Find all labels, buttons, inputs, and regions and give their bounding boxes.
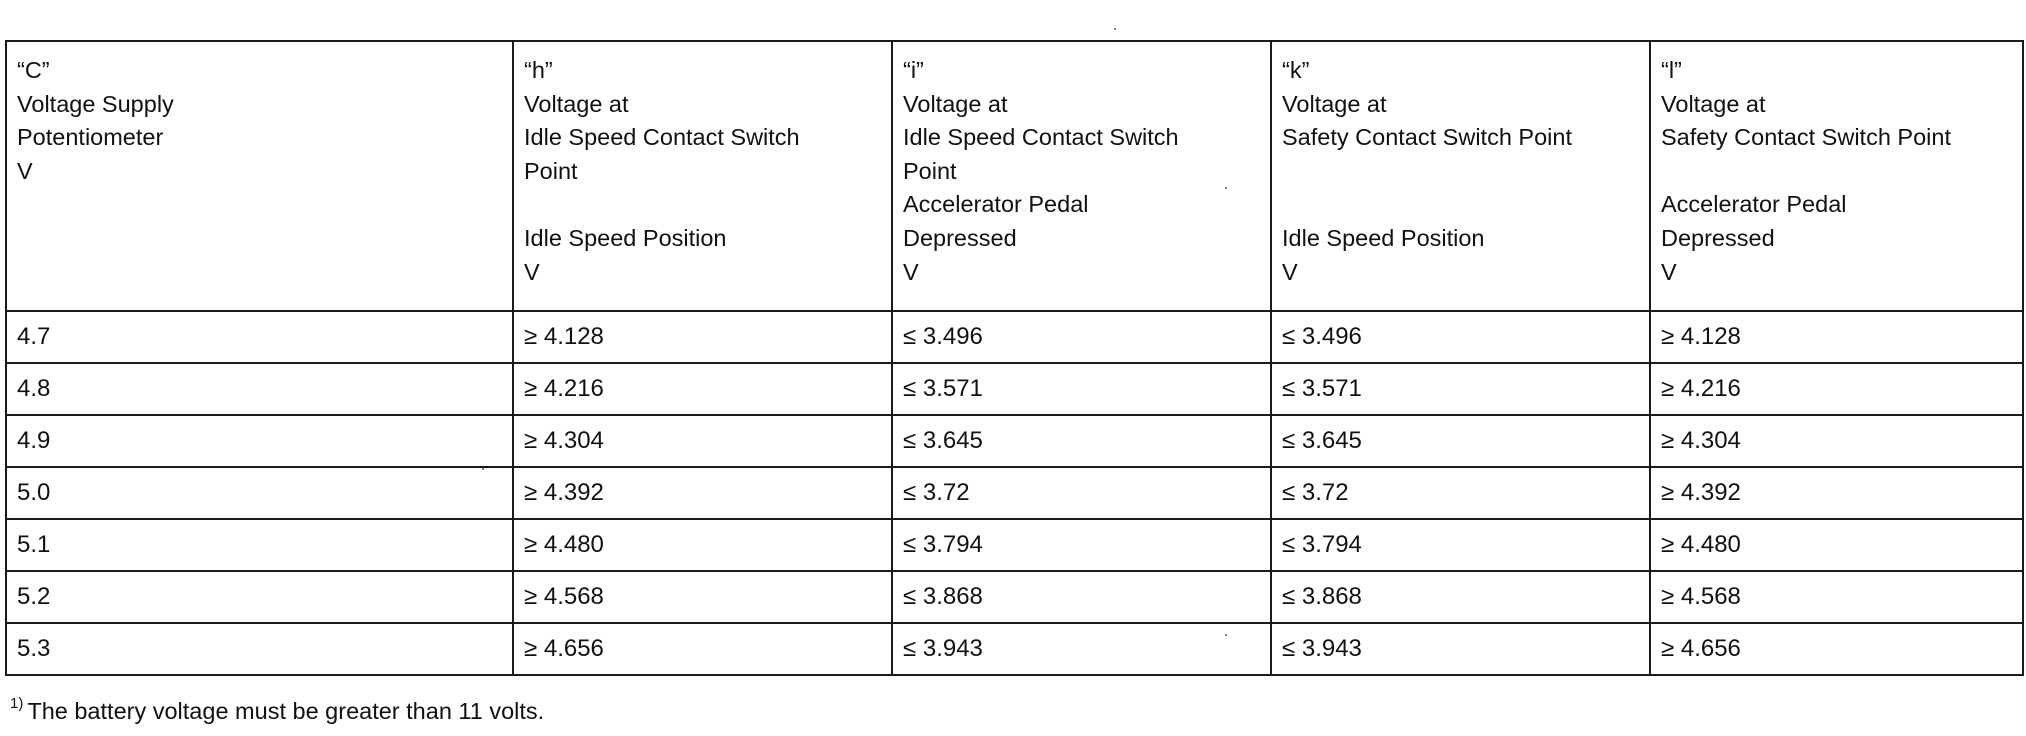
table-cell: ≥ 4.480 [1650, 519, 2023, 571]
table-cell: ≤ 3.794 [1271, 519, 1650, 571]
header-line: Idle Speed Position [1282, 224, 1485, 251]
table-cell: ≤ 3.571 [1271, 363, 1650, 415]
table-row [6, 571, 2023, 623]
table-row [6, 467, 2023, 519]
header-line: V [1282, 258, 1298, 285]
header-line: Depressed [1661, 224, 1775, 251]
header-line: Voltage at [524, 90, 629, 117]
header-line: Safety Contact Switch Point [1282, 124, 1572, 151]
table-cell: ≥ 4.480 [513, 519, 892, 571]
header-line: Idle Speed Contact Switch [524, 124, 800, 151]
table-cell: ≥ 4.304 [1650, 415, 2023, 467]
header-line: Voltage Supply [17, 90, 174, 117]
table-row [6, 363, 2023, 415]
header-line: Potentiometer [17, 124, 164, 151]
footnote-text: The battery voltage must be greater than 11 volts. [27, 698, 545, 724]
header-line: Point [524, 157, 578, 184]
table-body [6, 311, 2023, 675]
header-row [6, 41, 2023, 311]
table-cell: ≤ 3.943 [1271, 623, 1650, 675]
table-row [6, 311, 2023, 363]
header-cell-k-safety-contact-idle [1271, 41, 1650, 311]
header-line: “C” [17, 57, 50, 83]
header-line: V [903, 258, 919, 285]
header-line: V [17, 157, 33, 184]
scan-speck [1114, 28, 1116, 30]
header-line [1661, 155, 2012, 189]
header-line: Depressed [903, 224, 1017, 251]
footnote [10, 697, 544, 725]
table-cell: ≥ 4.216 [1650, 363, 2023, 415]
header-line: Voltage at [1661, 90, 1766, 117]
table-cell: ≥ 4.568 [513, 571, 892, 623]
table-cell: 5.0 [6, 467, 513, 519]
header-line: Point [903, 157, 957, 184]
header-line: Idle Speed Position [524, 224, 727, 251]
voltage-spec-table [5, 40, 2024, 676]
header-line: Accelerator Pedal [1661, 191, 1847, 218]
table-cell: ≤ 3.645 [1271, 415, 1650, 467]
header-cell-h-idle-contact-idle [513, 41, 892, 311]
table-cell: ≥ 4.656 [513, 623, 892, 675]
scan-speck [1225, 187, 1227, 189]
table-cell: 5.2 [6, 571, 513, 623]
table-cell: ≥ 4.216 [513, 363, 892, 415]
header-line: Voltage at [903, 90, 1008, 117]
table-cell: ≤ 3.645 [892, 415, 1271, 467]
header-line: V [1661, 258, 1677, 285]
header-line [1282, 188, 1639, 222]
header-line [1282, 155, 1639, 189]
header-cell-i-idle-contact-depressed [892, 41, 1271, 311]
header-line: Idle Speed Contact Switch [903, 124, 1179, 151]
table-cell: ≤ 3.868 [1271, 571, 1650, 623]
header-line: Voltage at [1282, 90, 1387, 117]
table-cell: ≥ 4.568 [1650, 571, 2023, 623]
table-cell: ≥ 4.304 [513, 415, 892, 467]
table-row [6, 519, 2023, 571]
table-cell: ≤ 3.72 [1271, 467, 1650, 519]
table-cell: ≤ 3.496 [892, 311, 1271, 363]
table-cell: ≥ 4.656 [1650, 623, 2023, 675]
table-cell: 4.8 [6, 363, 513, 415]
table-header [6, 41, 2023, 311]
header-line: V [524, 258, 540, 285]
voltage-spec-table-container [5, 40, 2022, 676]
table-row [6, 623, 2023, 675]
scan-speck [1225, 634, 1227, 636]
header-line: Safety Contact Switch Point [1661, 124, 1951, 151]
table-cell: ≤ 3.496 [1271, 311, 1650, 363]
table-cell: ≥ 4.392 [1650, 467, 2023, 519]
table-row [6, 415, 2023, 467]
table-cell: ≥ 4.392 [513, 467, 892, 519]
header-line: “i” [903, 57, 924, 83]
header-line: “h” [524, 57, 553, 83]
header-line: Accelerator Pedal [903, 191, 1089, 218]
table-cell: ≤ 3.943 [892, 623, 1271, 675]
header-line [524, 188, 881, 222]
table-cell: ≥ 4.128 [513, 311, 892, 363]
table-cell: ≥ 4.128 [1650, 311, 2023, 363]
table-cell: 5.1 [6, 519, 513, 571]
table-cell: ≤ 3.794 [892, 519, 1271, 571]
footnote-marker: 1) [10, 695, 24, 712]
header-cell-c-voltage-supply [6, 41, 513, 311]
table-cell: ≤ 3.868 [892, 571, 1271, 623]
header-line: “k” [1282, 57, 1310, 83]
table-cell: ≤ 3.571 [892, 363, 1271, 415]
header-cell-l-safety-contact-depressed [1650, 41, 2023, 311]
header-line: “l” [1661, 57, 1682, 83]
table-cell: ≤ 3.72 [892, 467, 1271, 519]
table-cell: 4.7 [6, 311, 513, 363]
scan-speck [482, 468, 484, 470]
table-cell: 5.3 [6, 623, 513, 675]
table-cell: 4.9 [6, 415, 513, 467]
